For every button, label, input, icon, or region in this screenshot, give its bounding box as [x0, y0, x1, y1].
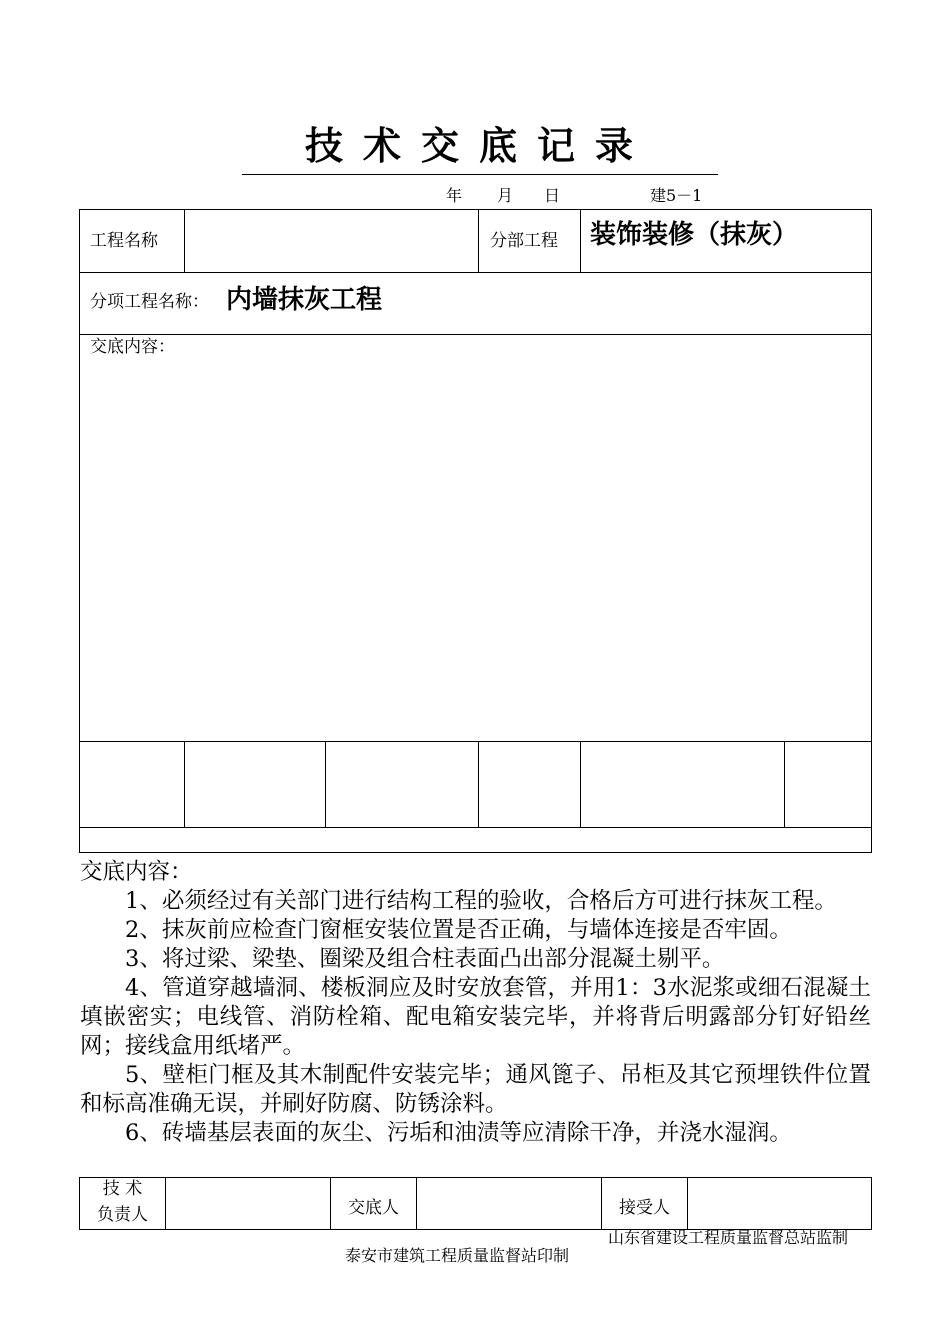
divider — [687, 1177, 688, 1230]
form-code: 建5－1 — [650, 186, 703, 205]
receiver-label: 接受人 — [619, 1198, 670, 1218]
divider — [184, 209, 185, 272]
date-day-label: 日 — [544, 186, 561, 205]
division-label: 分部工程 — [490, 231, 558, 251]
disclosure-content — [80, 858, 871, 1148]
title-underline — [242, 174, 718, 175]
disclosure-item: 4、管道穿越墙洞、楼板洞应及时安放套管，并用1：3水泥浆或细石混凝土填嵌密实；电线管、消防栓箱、配电箱安装完毕，并将背后明露部分钉好铅丝网；接线盒用纸堵严。 — [80, 975, 871, 1059]
printer-credit: 泰安市建筑工程质量监督站印制 — [345, 1246, 570, 1265]
divider — [184, 741, 185, 827]
divider — [784, 741, 785, 827]
divider — [79, 741, 872, 742]
disclosure-heading: 交底内容： — [80, 859, 193, 885]
divider — [325, 741, 326, 827]
tech-lead-label-line2: 负责人 — [97, 1205, 148, 1225]
signature-table — [79, 1177, 872, 1230]
subitem-label: 分项工程名称： — [90, 292, 209, 312]
divider — [416, 1177, 417, 1230]
disclosure-item: 3、将过梁、梁垫、圈梁及组合柱表面凸出部分混凝土剔平。 — [125, 946, 725, 972]
date-month-label: 月 — [497, 186, 514, 205]
disclosure-item: 2、抹灰前应检查门窗框安装位置是否正确，与墙体连接是否牢固。 — [125, 917, 792, 943]
subitem-value[interactable]: 内墙抹灰工程 — [226, 285, 383, 315]
content-area[interactable] — [85, 360, 865, 736]
content-area-label: 交底内容： — [90, 337, 175, 357]
divider — [478, 209, 479, 272]
division-value[interactable]: 装饰装修（抹灰） — [590, 220, 799, 250]
divider — [79, 334, 872, 335]
disclosure-item: 5、壁柜门框及其木制配件安装完毕；通风篦子、吊柜及其它预埋铁件位置和标高准确无误，并刷好防腐、防锈涂料。 — [80, 1062, 871, 1117]
tech-lead-label — [80, 1176, 165, 1228]
divider — [580, 209, 581, 272]
divider — [79, 827, 872, 828]
date-year-label: 年 — [446, 186, 463, 205]
page-title: 技术交底记录 — [304, 123, 653, 168]
divider — [165, 1177, 166, 1230]
disclosure-item: 6、砖墙基层表面的灰尘、污垢和油渍等应清除干净，并浇水湿润。 — [125, 1120, 792, 1146]
disclosure-item: 1、必须经过有关部门进行结构工程的验收，合格后方可进行抹灰工程。 — [125, 888, 837, 914]
supervisor-credit: 山东省建设工程质量监督总站监制 — [608, 1228, 849, 1247]
tech-lead-label-line1: 技 术 — [102, 1179, 143, 1199]
discloser-label: 交底人 — [348, 1198, 399, 1218]
divider — [79, 272, 872, 273]
project-name-label: 工程名称 — [90, 231, 158, 251]
divider — [478, 741, 479, 827]
divider — [580, 741, 581, 827]
